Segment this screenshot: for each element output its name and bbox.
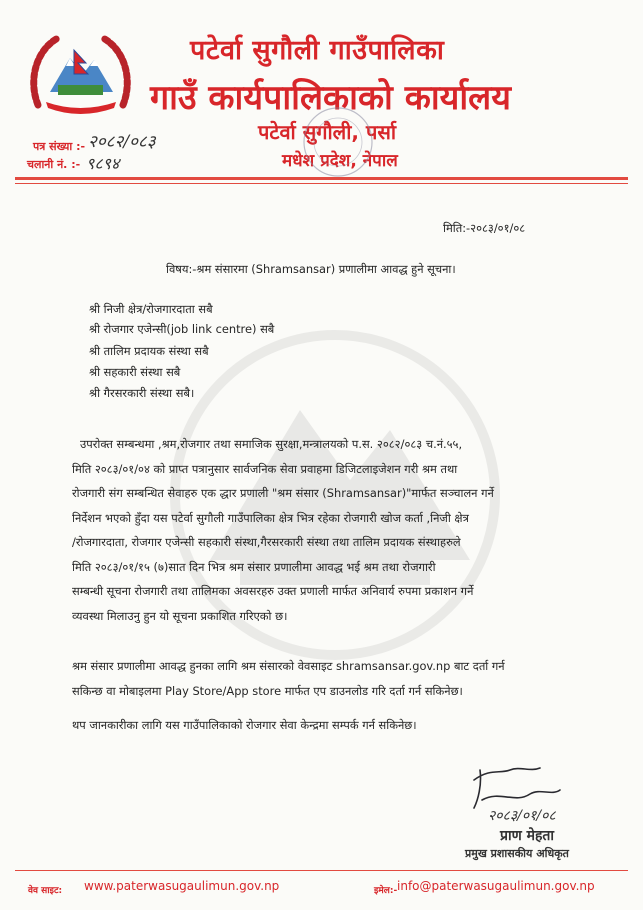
paragraph-line: मिति २०८३/०१/०४ को प्राप्त पत्रानुसार सार्वजनिक सेवा प्रवाहमा डिजिटलाइजेशन गरी श्रम तथा — [72, 461, 458, 476]
office-stamp-icon — [298, 102, 378, 182]
letter-number-label: पत्र संख्या :- — [33, 140, 86, 153]
signatory-name: प्राण मेहता — [500, 828, 554, 844]
website-label: वेव साइट: — [28, 886, 63, 896]
email-label: इमेल:- — [374, 886, 398, 896]
addressee-item: श्री रोजगार एजेन्सी(job link centre) सबै — [89, 322, 275, 336]
addressee-item: श्री सहकारी संस्था सबै — [89, 365, 181, 379]
notice-paragraph-main — [72, 432, 575, 628]
email-link[interactable]: info@paterwasugaulimun.gov.np — [397, 879, 595, 893]
signature-date: २०८३/०१/०८ — [488, 808, 556, 824]
paragraph-line: मिति २०८३/०१/१५ (७)सात दिन भित्र श्रम संसार प्रणालीमा आवद्ध भई श्रम तथा रोजगारी — [72, 559, 436, 574]
paragraph-line: श्रम संसार प्रणालीमा आवद्ध हुनका लागि श्रम संसारको वेवसाइट shramsansar.gov.np बाट दर्ता गर्न — [72, 659, 505, 673]
paragraph-line: उपरोक्त सम्बन्धमा ,श्रम,रोजगार तथा समाजिक सुरक्षा,मन्त्रालयको प.स. २०८२/०८३ च.नं.५५, — [80, 437, 463, 451]
nepal-emblem-icon — [28, 30, 133, 115]
letter-number-value: २०८२/०८३ — [88, 132, 156, 152]
paragraph-line: सम्बन्धी सूचना रोजगारी तथा तालिमका अवसरहरु उक्त प्रणाली मार्फत अनिवार्य रुपमा प्रकाशन गर्ने — [72, 584, 474, 598]
dispatch-number-label: चलानी नं. :- — [27, 158, 81, 171]
municipality-name: पटेर्वा सुगौली गाउँपालिका — [190, 35, 445, 66]
addressee-item: श्री तालिम प्रदायक संस्था सबै — [89, 344, 209, 358]
addressee-item: श्री गैरसरकारी संस्था सबै। — [89, 386, 195, 400]
paragraph-line: रोजगारी संग सम्बन्धित सेवाहरु एक द्धार प्रणाली "श्रम संसार (Shramsansar)"मार्फत सञ्चालन गर्ने — [72, 486, 494, 500]
letter-subject: विषय:-श्रम संसारमा (Shramsansar) प्रणालीमा आवद्ध हुने सूचना। — [166, 262, 456, 276]
footer-divider — [15, 870, 628, 871]
notice-paragraph-registration — [72, 654, 575, 703]
addressee-item: श्री निजी क्षेत्र/रोजगारदाता सबै — [89, 302, 213, 316]
dispatch-number-value: ९८९४ — [86, 154, 120, 173]
signatory-title: प्रमुख प्रशासकीय अधिकृत — [465, 847, 569, 860]
notice-paragraph-contact: थप जानकारीका लागि यस गाउँपालिकाको रोजगार सेवा केन्द्रमा सम्पर्क गर्न सकिनेछ। — [72, 718, 417, 732]
letter-date: मिति:-२०८३/०१/०८ — [443, 221, 526, 235]
paragraph-line: व्यवस्था मिलाउनु हुन यो सूचना प्रकाशित गरिएको छ। — [72, 608, 288, 623]
website-link[interactable]: www.paterwasugaulimun.gov.np — [84, 879, 280, 893]
paragraph-line: /रोजगारदाता, रोजगार एजेन्सी सहकारी संस्था,गैरसरकारी संस्था तथा तालिम प्रदायक संस्थाहरुले — [72, 535, 461, 549]
paragraph-line: निर्देशन भएको हुँदा यस पटेर्वा सुगौली गाउँपालिका क्षेत्र भित्र रहेका रोजगारी खोज कर्ता ,निजी क्षेत्र — [72, 510, 469, 525]
header-divider — [15, 177, 628, 180]
header-divider-thin — [15, 183, 628, 184]
paragraph-line: सकिन्छ वा मोबाइलमा Play Store/App store मार्फत एप डाउनलोड गरि दर्ता गर्न सकिनेछ। — [72, 683, 463, 698]
office-province: मधेश प्रदेश, नेपाल — [282, 151, 398, 171]
office-location: पटेर्वा सुगौली, पर्सा — [258, 120, 397, 144]
office-name: गाउँ कार्यपालिकाको कार्यालय — [150, 78, 511, 118]
